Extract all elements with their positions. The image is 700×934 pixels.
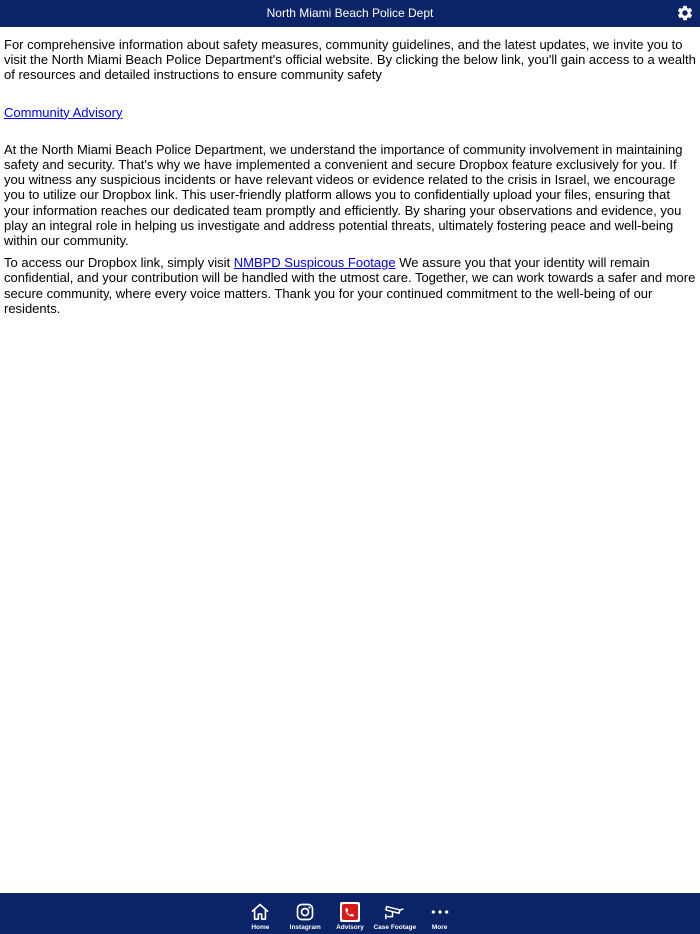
intro-paragraph: For comprehensive information about safety measures, community guidelines, and the latest updates, we invite you to visit the North Miami Beach Police Department's official website. By clicking the below link, you'll gain access to a wealth of resources and detailed instructions to ensure community safety: [4, 37, 696, 83]
tab-case-footage[interactable]: [372, 893, 417, 934]
access-prefix-text: To access our Dropbox link, simply visit: [4, 255, 234, 271]
tab-more-label: More: [431, 924, 448, 931]
tab-advisory-label: Advisory: [336, 924, 364, 931]
more-icon: [429, 901, 451, 923]
tab-instagram-label: Instagram: [289, 924, 321, 931]
advisory-link-row: [4, 105, 696, 120]
bottom-tab-bar: [0, 893, 700, 934]
instagram-icon: [294, 901, 316, 923]
tab-case-footage-label: Case Footage: [373, 924, 417, 931]
tab-list: [238, 893, 462, 934]
access-suffix-text: We assure you that your identity will remain confidential, and your contribution will be handled with the utmost care. Together, we can work towards a safer and more secure community, where every voice matters. Thank you for your continued commitment to the well-being of our residents.: [4, 255, 696, 316]
dropbox-paragraph: At the North Miami Beach Police Department, we understand the importance of community involvement in maintaining safety and security. That's why we have implemented a convenient and secure Dropbox feature exclusively for you. If you witness any suspicious incidents or have relevant videos or evidence related to the crisis in Israel, we encourage you to utilize our Dropbox link. This user-friendly platform allows you to confidentially upload your files, ensuring that your information reaches our dedicated team promptly and efficiently. By sharing your observations and evidence, you play an integral role in helping us investigate and address potential threats, ultimately fostering peace and well-being within our community.: [4, 141, 683, 249]
settings-button[interactable]: [676, 4, 694, 22]
page-title: North Miami Beach Police Dept: [266, 6, 434, 20]
top-header: [0, 0, 700, 27]
tab-more[interactable]: [417, 893, 462, 934]
phone-icon: [342, 904, 358, 920]
camera-icon: [384, 901, 406, 923]
tab-instagram[interactable]: [283, 893, 328, 934]
home-icon: [249, 901, 271, 923]
access-paragraph: [4, 255, 696, 316]
suspicious-footage-link[interactable]: NMBPD Suspicous Footage: [233, 255, 396, 271]
advisory-icon: [339, 901, 361, 923]
tab-home-label: Home: [251, 924, 270, 931]
tab-home[interactable]: [238, 893, 283, 934]
gear-icon: [676, 4, 694, 22]
advisory-icon-frame: [340, 902, 360, 922]
main-content: [4, 37, 696, 316]
tab-advisory[interactable]: [328, 893, 373, 934]
community-advisory-link[interactable]: Community Advisory: [4, 104, 123, 120]
